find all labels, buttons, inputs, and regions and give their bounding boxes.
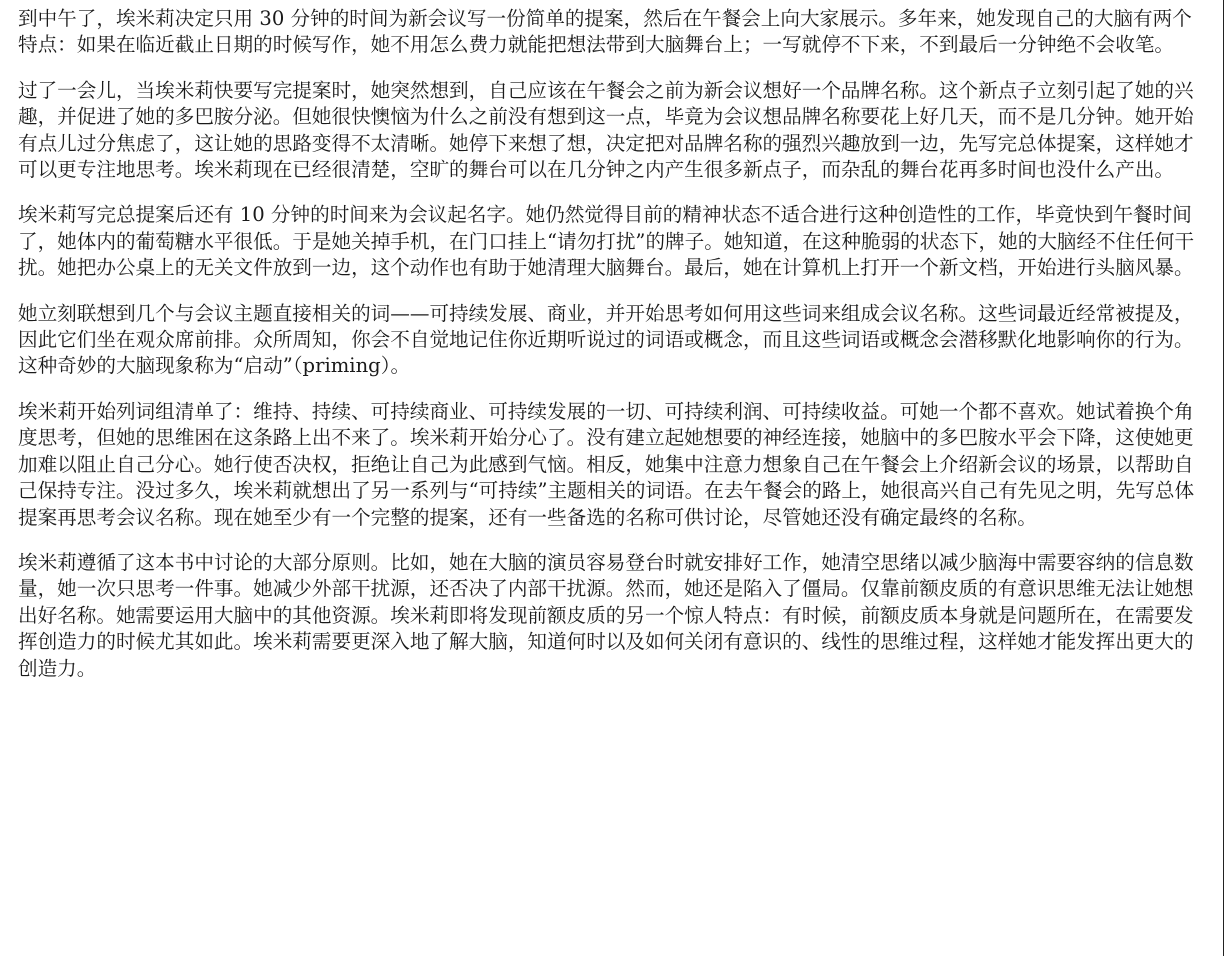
paragraph-3: 埃米莉写完总提案后还有 10 分钟的时间来为会议起名字。她仍然觉得目前的精神状态不适合进行这种创造性的工作，毕竟快到午餐时间了，她体内的葡萄糖水平很低。于是她关掉手机，在门口挂上“请勿打扰”的牌子。她知道，在这种脆弱的状态下，她的大脑经不住任何干扰。她把办公桌上的无关文件放到一边，这个动作也有助于她清理大脑舞台。最后，她在计算机上打开一个新文档，开始进行头脑风暴。 — [18, 203, 1195, 280]
paragraph-1: 到中午了，埃米莉决定只用 30 分钟的时间为新会议写一份简单的提案，然后在午餐会上向大家展示。多年来，她发现自己的大脑有两个特点：如果在临近截止日期的时候写作，她不用怎么费力就能把想法带到大脑舞台上；一写就停不下来，不到最后一分钟绝不会收笔。 — [18, 7, 1192, 57]
paragraph-5: 埃米莉开始列词组清单了：维持、持续、可持续商业、可持续发展的一切、可持续利润、可持续收益。可她一个都不喜欢。她试着换个角度思考，但她的思维困在这条路上出不来了。埃米莉开始分心了。没有建立起她想要的神经连接，她脑中的多巴胺水平会下降，这使她更加难以阻止自己分心。她行使否决权，拒绝让自己为此感到气恼。相反，她集中注意力想象自己在午餐会上介绍新会议的场景，以帮助自己保持专注。没过多久，埃米莉就想出了另一系列与“可持续”主题相关的词语。在去午餐会的路上，她很高兴自己有先见之明，先写总体提案再思考会议名称。现在她至少有一个完整的提案，还有一些备选的名称可供讨论，尽管她还没有确定最终的名称。 — [18, 399, 1195, 529]
paragraph-2: 过了一会儿，当埃米莉快要写完提案时，她突然想到，自己应该在午餐会之前为新会议想好一个品牌名称。这个新点子立刻引起了她的兴趣，并促进了她的多巴胺分泌。但她很快懊恼为什么之前没有想到这一点，毕竟为会议想品牌名称要花上好几天，而不是几分钟。她开始有点儿过分焦虑了，这让她的思路变得不太清晰。她停下来想了想，决定把对品牌名称的强烈兴趣放到一边，先写完总体提案，这样她才可以更专注地思考。埃米莉现在已经很清楚，空旷的舞台可以在几分钟之内产生很多新点子，而杂乱的舞台花再多时间也没什么产出。 — [18, 78, 1194, 182]
document-body — [18, 6, 1196, 701]
paragraph-4: 她立刻联想到几个与会议主题直接相关的词——可持续发展、商业，并开始思考如何用这些词来组成会议名称。这些词最近经常被提及，因此它们坐在观众席前排。众所周知，你会不自觉地记住你近期听说过的词语或概念，而且这些词语或概念会潜移默化地影响你的行为。这种奇妙的大脑现象称为“启动”（priming）。 — [18, 301, 1194, 378]
paragraph-6: 埃米莉遵循了这本书中讨论的大部分原则。比如，她在大脑的演员容易登台时就安排好工作，她清空思绪以减少脑海中需要容纳的信息数量，她一次只思考一件事。她减少外部干扰源，还否决了内部干扰源。然而，她还是陷入了僵局。仅靠前额皮质的有意识思维无法让她想出好名称。她需要运用大脑中的其他资源。埃米莉即将发现前额皮质的另一个惊人特点：有时候，前额皮质本身就是问题所在，在需要发挥创造力的时候尤其如此。埃米莉需要更深入地了解大脑，知道何时以及如何关闭有意识的、线性的思维过程，这样她才能发挥出更大的创造力。 — [18, 550, 1194, 680]
